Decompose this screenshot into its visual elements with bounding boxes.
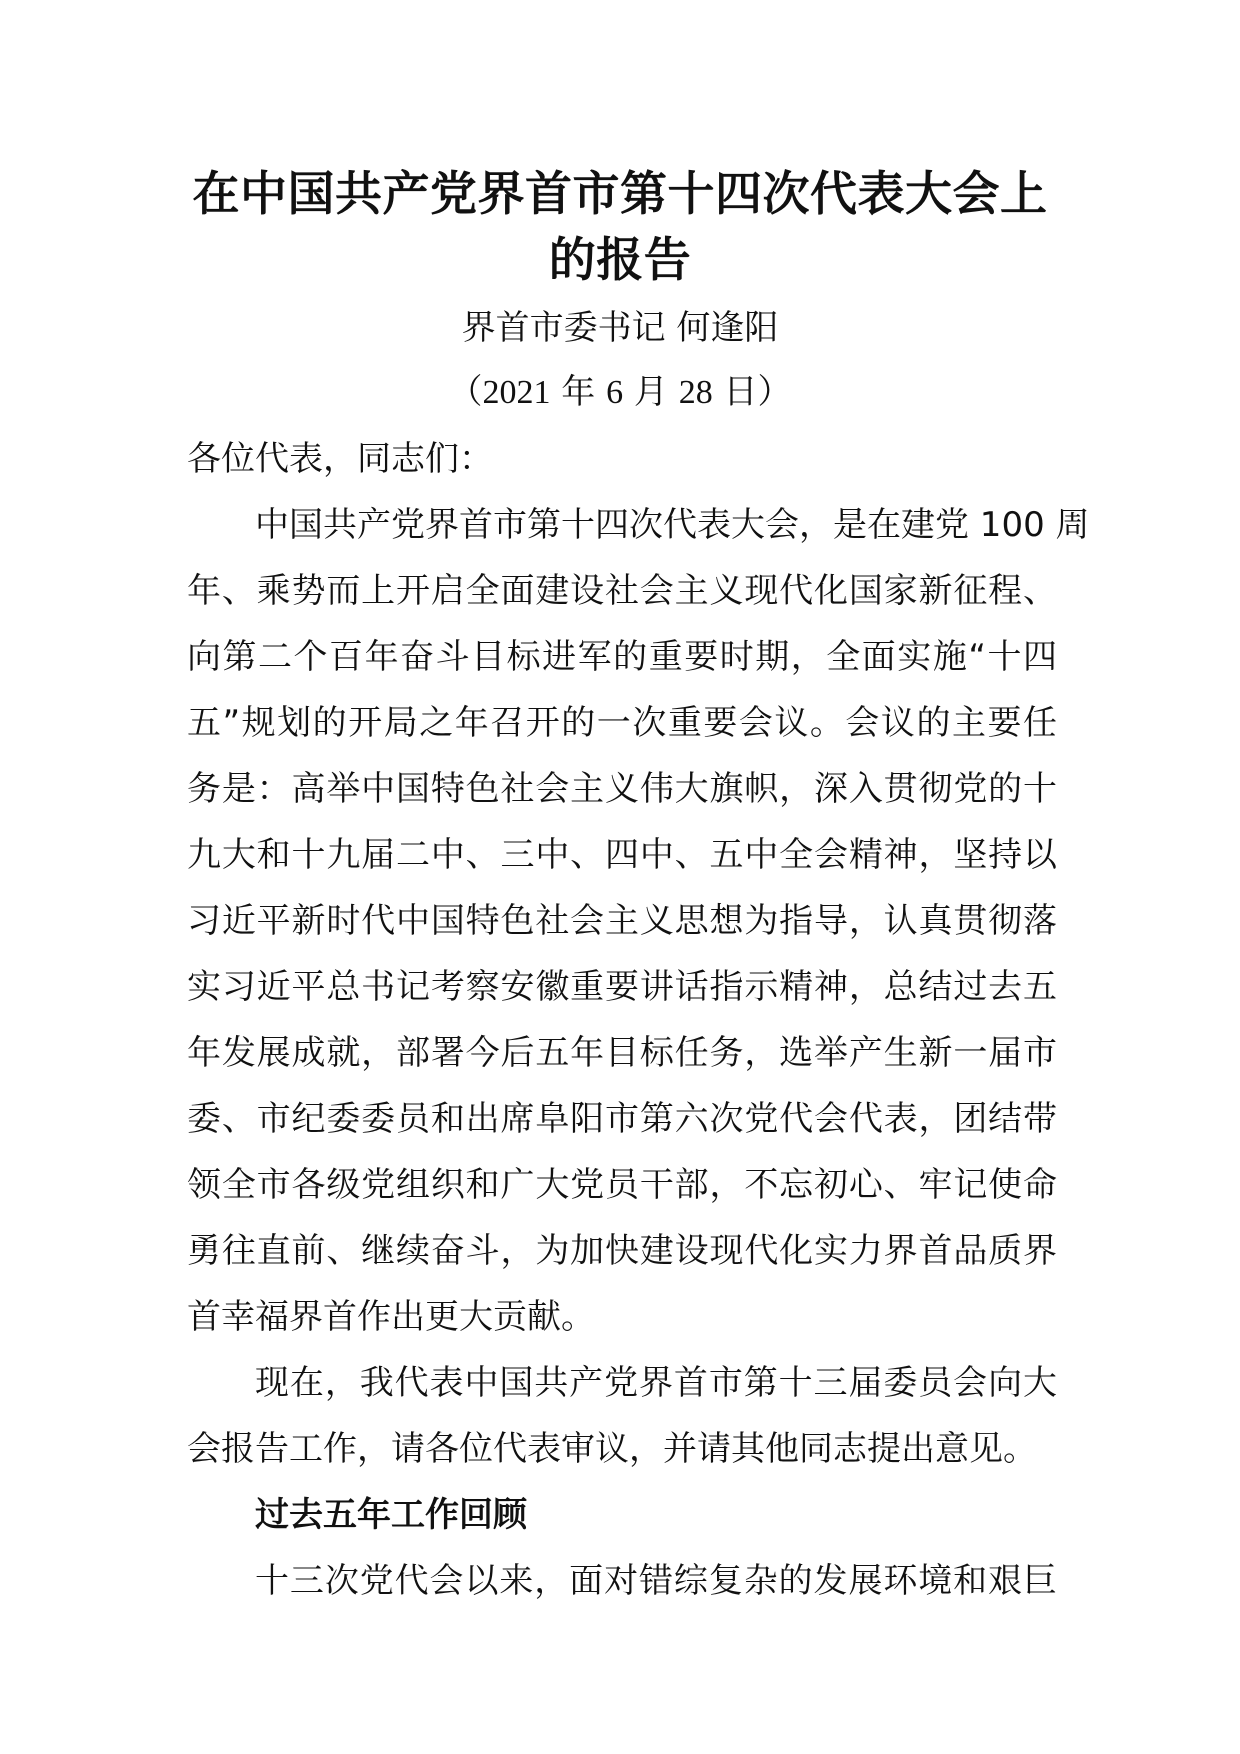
document-title: [180, 162, 1060, 294]
paragraph-report: [187, 1350, 1057, 1482]
section-heading: 过去五年工作回顾: [255, 1495, 527, 1535]
title-line-1: 在中国共产党界首市第十四次代表大会上: [192, 167, 1048, 222]
paragraph-line: 会报告工作，请各位代表审议，并请其他同志提出意见。: [187, 1429, 1037, 1469]
author-byline: 界首市委书记 何逢阳: [461, 308, 779, 348]
date-day: 28: [678, 374, 713, 411]
paragraph-line: 九大和十九届二中、三中、四中、五中全会精神，坚持以: [187, 835, 1057, 875]
report-date: [180, 362, 1060, 423]
paragraph-line: 十三次党代会以来，面对错综复杂的发展环境和艰巨: [255, 1561, 1057, 1601]
date-month-unit: 月: [633, 372, 668, 412]
date-year: 2021: [482, 374, 551, 411]
paragraph-line: 勇往直前、继续奋斗，为加快建设现代化实力界首品质界: [187, 1231, 1057, 1271]
date-year-unit: 年: [561, 372, 596, 412]
paragraph-line: 首幸福界首作出更大贡献。: [187, 1297, 595, 1337]
paragraph-intro: [187, 492, 1090, 1350]
paragraph-line: 年、乘势而上开启全面建设社会主义现代化国家新征程、: [187, 571, 1057, 611]
date-close-paren: ）: [757, 372, 792, 412]
paragraph-line: 领全市各级党组织和广大党员干部，不忘初心、牢记使命: [187, 1165, 1057, 1205]
paragraph-review: [187, 1548, 1057, 1614]
date-month: 6: [606, 374, 624, 411]
paragraph-line: 向第二个百年奋斗目标进军的重要时期，全面实施“十四: [187, 637, 1057, 677]
paragraph-line: 委、市纪委委员和出席阜阳市第六次党代会代表，团结带: [187, 1099, 1057, 1139]
salutation: 各位代表，同志们：: [187, 439, 493, 479]
paragraph-line: 中国共产党界首市第十四次代表大会，是在建党 100 周: [255, 505, 1090, 545]
date-open-paren: （: [448, 372, 483, 412]
title-line-2: 的报告: [548, 233, 692, 288]
date-day-unit: 日: [723, 372, 758, 412]
paragraph-line: 务是：高举中国特色社会主义伟大旗帜，深入贯彻党的十: [187, 769, 1057, 809]
paragraph-line: 五”规划的开局之年召开的一次重要会议。会议的主要任: [187, 703, 1057, 743]
paragraph-line: 实习近平总书记考察安徽重要讲话指示精神，总结过去五: [187, 967, 1057, 1007]
paragraph-line: 现在，我代表中国共产党界首市第十三届委员会向大: [255, 1363, 1057, 1403]
paragraph-line: 习近平新时代中国特色社会主义思想为指导，认真贯彻落: [187, 901, 1057, 941]
paragraph-line: 年发展成就，部署今后五年目标任务，选举产生新一届市: [187, 1033, 1057, 1073]
